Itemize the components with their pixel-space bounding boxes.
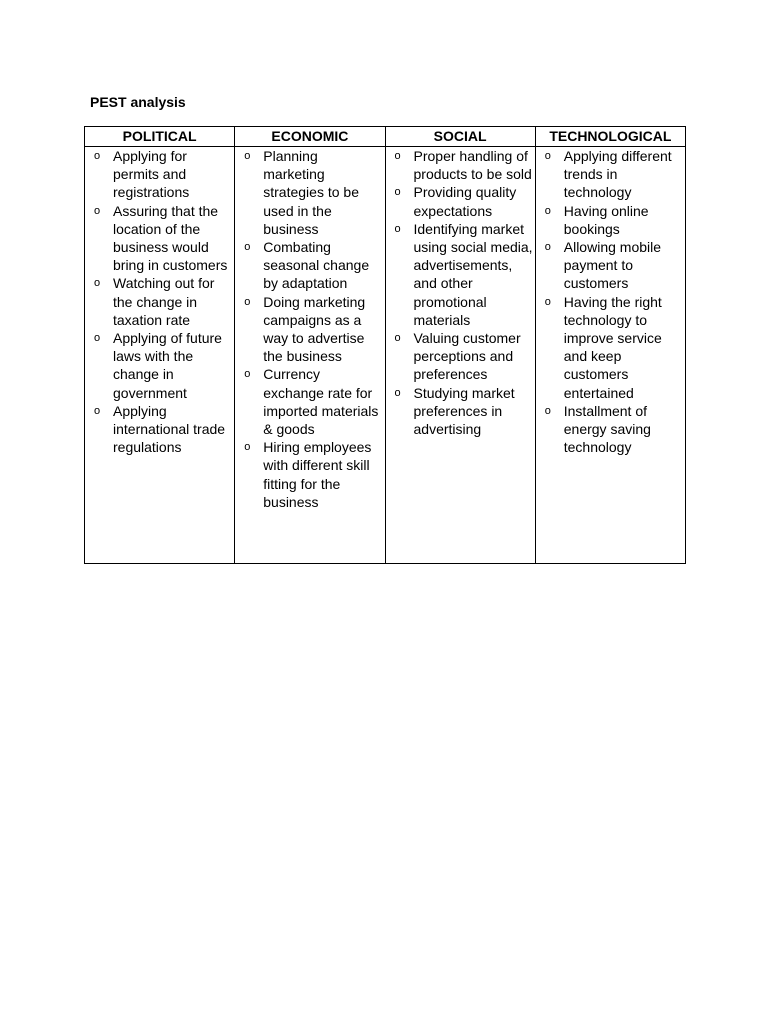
list-item-text: Doing marketing campaigns as a way to advertise the business	[263, 293, 366, 365]
list-item	[241, 365, 382, 438]
bullet-icon: o	[394, 332, 401, 345]
cell-political	[85, 147, 235, 564]
list-item-text: Applying different trends in technology	[563, 148, 672, 201]
header-technological: TECHNOLOGICAL	[535, 127, 685, 147]
list-item-text: Assuring that the location of the business would bring in customers	[113, 202, 228, 274]
bullet-icon: o	[544, 204, 551, 217]
list-item	[542, 238, 683, 293]
list-item-text: Providing quality expectations	[413, 184, 517, 219]
document-title: PEST analysis	[90, 94, 186, 110]
list-economic	[241, 147, 382, 511]
list-item	[542, 202, 683, 238]
bullet-icon: o	[244, 295, 251, 308]
list-item	[542, 147, 683, 202]
list-item	[91, 274, 232, 329]
list-item	[241, 238, 382, 293]
bullet-icon: o	[93, 277, 101, 290]
list-item	[91, 202, 232, 275]
list-technological	[542, 147, 683, 456]
bullet-icon: o	[93, 204, 101, 217]
list-item	[91, 402, 232, 457]
list-item	[91, 329, 232, 402]
bullet-icon: o	[394, 386, 401, 399]
list-item-text: Proper handling of products to be sold	[413, 148, 532, 183]
bullet-icon: o	[244, 150, 251, 162]
list-item-text: Applying for permits and registrations	[113, 148, 190, 201]
list-item-text: Hiring employees with different skill fitting for the business	[263, 439, 372, 510]
bullet-icon: o	[394, 186, 401, 199]
list-item-text: Currency exchange rate for imported materials & goods	[263, 366, 379, 438]
list-item-text: Having the right technology to improve service and keep customers entertained	[563, 293, 662, 401]
bullet-icon: o	[394, 150, 401, 162]
list-item	[542, 293, 683, 402]
table-body-row	[85, 147, 686, 564]
cell-technological	[535, 147, 685, 564]
bullet-icon: o	[544, 404, 551, 417]
header-political: POLITICAL	[85, 127, 235, 147]
list-item	[241, 438, 382, 511]
table-header-row	[85, 127, 686, 147]
list-item-text: Combating seasonal change by adaptation	[263, 239, 370, 292]
list-item-text: Having online bookings	[563, 202, 649, 237]
list-item-text: Studying market preferences in advertising	[413, 384, 515, 438]
list-item-text: Applying of future laws with the change in government	[113, 330, 222, 401]
header-economic: ECONOMIC	[235, 127, 385, 147]
list-item	[392, 183, 533, 219]
list-item-text: Identifying market using social media, advertisements, and other promotional materials	[413, 220, 533, 328]
list-social	[392, 147, 533, 438]
list-item	[91, 147, 232, 202]
list-item-text: Valuing customer perceptions and preferences	[413, 330, 521, 383]
list-item	[392, 220, 533, 329]
bullet-icon: o	[544, 150, 551, 162]
pest-table	[84, 126, 686, 564]
bullet-icon: o	[244, 368, 251, 381]
list-item-text: Watching out for the change in taxation rate	[113, 275, 215, 328]
bullet-icon: o	[394, 222, 401, 235]
bullet-icon: o	[544, 295, 551, 308]
bullet-icon: o	[93, 150, 101, 162]
list-item-text: Allowing mobile payment to customers	[563, 239, 662, 292]
cell-economic	[235, 147, 385, 564]
bullet-icon: o	[544, 241, 551, 254]
list-item	[392, 147, 533, 183]
list-item-text: Planning marketing strategies to be used in the business	[263, 148, 359, 237]
list-political	[91, 147, 232, 456]
bullet-icon: o	[244, 441, 251, 454]
bullet-icon: o	[93, 332, 101, 345]
list-item-text: Installment of energy saving technology	[563, 402, 651, 456]
list-item-text: Applying international trade regulations	[113, 402, 226, 456]
list-item	[542, 402, 683, 457]
list-item	[392, 384, 533, 439]
list-item	[392, 329, 533, 384]
cell-social	[385, 147, 535, 564]
bullet-icon: o	[244, 241, 251, 254]
header-social: SOCIAL	[385, 127, 535, 147]
bullet-icon: o	[93, 404, 101, 417]
list-item	[241, 293, 382, 366]
list-item	[241, 147, 382, 238]
